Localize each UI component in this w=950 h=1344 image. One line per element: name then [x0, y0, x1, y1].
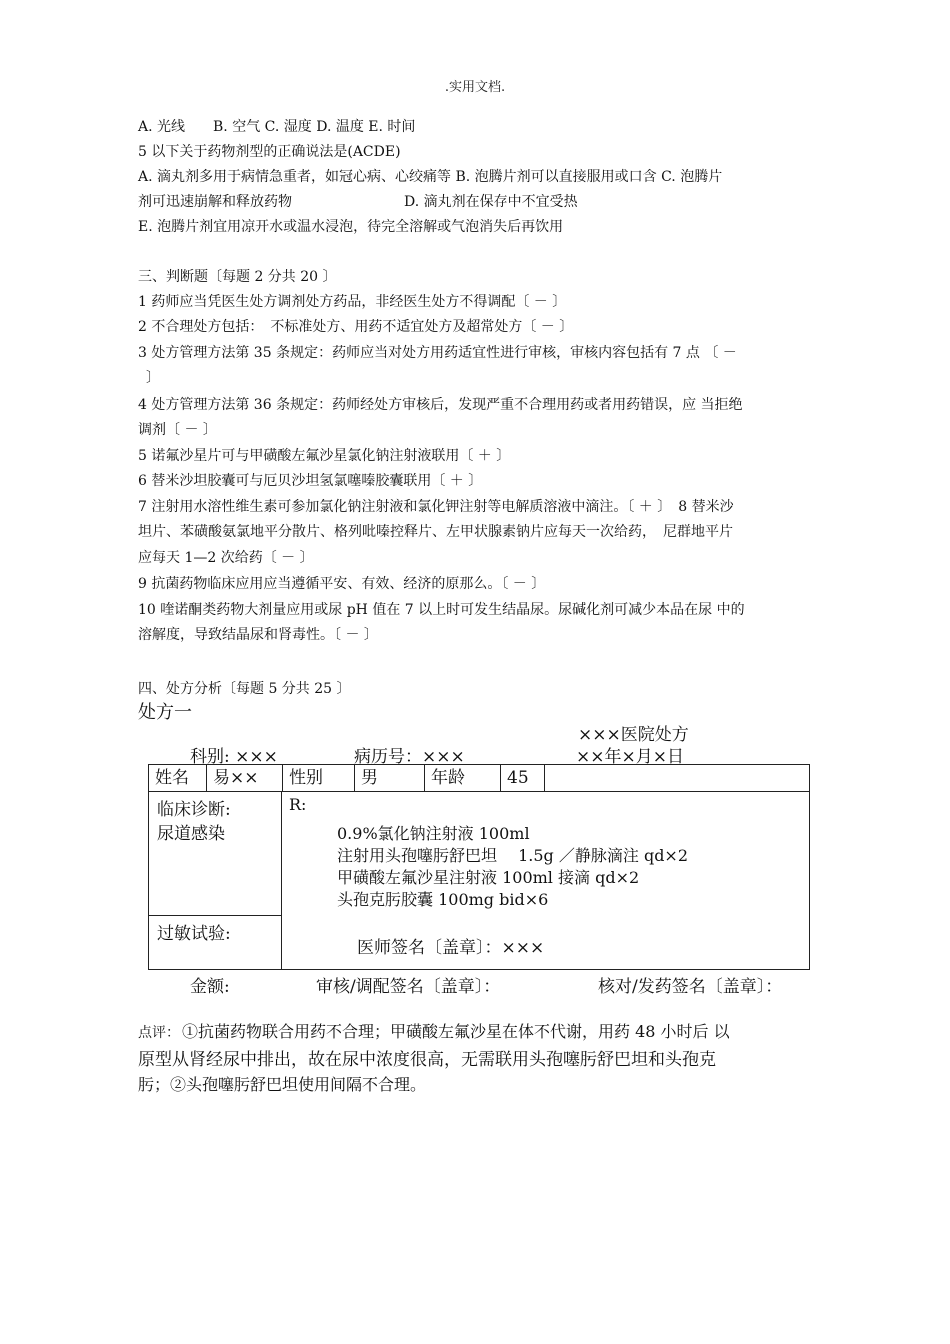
record-number: 病历号：××× [354, 747, 465, 767]
text-line: 3 处方管理方法第 35 条规定：药师应当对处方用药适宜性进行审核，审核内容包括有 7 点 〔 － [138, 345, 737, 361]
diagnosis-value: 尿道感染 [157, 824, 225, 844]
comment-line: ①抗菌药物联合用药不合理；甲磺酸左氟沙星在体不代谢，用药 48 小时后 以 [182, 1022, 730, 1041]
department: 科别: ××× [190, 747, 278, 767]
text-line: 〕 [146, 370, 160, 386]
drug-line: 甲磺酸左氟沙星注射液 100ml 接滴 qd×2 [337, 868, 640, 887]
text-line: 5 诺氟沙星片可与甲磺酸左氟沙星氯化钠注射液联用〔 ＋ 〕 [138, 448, 511, 464]
section-title: 四、处方分析〔每题 5 分共 25 〕 [138, 681, 351, 697]
text-line: 溶解度，导致结晶尿和肾毒性。〔 － 〕 [138, 627, 378, 643]
age-value: 45 [501, 765, 545, 791]
sex-label: 性别 [283, 765, 355, 791]
comment-line: 原型从肾经尿中排出，故在尿中浓度很高，无需联用头孢噻肟舒巴坦和头孢克 [138, 1050, 716, 1070]
text-line: 剂可迅速崩解和释放药物 D. 滴丸剂在保存中不宜受热 [138, 194, 578, 210]
text-line: 10 喹诺酮类药物大剂量应用或尿 pH 值在 7 以上时可发生结晶尿。尿碱化剂可减少本品在尿 中的 [138, 602, 745, 618]
sex-value: 男 [355, 765, 425, 791]
text-line: 1 药师应当凭医生处方调剂处方药品，非经医生处方不得调配〔 － 〕 [138, 294, 567, 310]
hospital-title: ×××医院处方 [578, 725, 689, 745]
prescription-date: ××年×月×日 [576, 747, 684, 767]
comment-prefix: 点评： [138, 1025, 180, 1041]
patient-info-row [149, 765, 809, 792]
age-label: 年龄 [425, 765, 501, 791]
text-line: A. 滴丸剂多用于病情急重者，如冠心病、心绞痛等 B. 泡腾片剂可以直接服用或口含 C. 泡腾片 [138, 169, 723, 185]
comment-line: 肟；②头孢噻肟舒巴坦使用间隔不合理。 [138, 1075, 427, 1094]
name-value: 易×× [207, 765, 283, 791]
text-line: 6 替米沙坦胶囊可与厄贝沙坦氢氯噻嗪胶囊联用〔 ＋ 〕 [138, 473, 483, 489]
drug-line: 0.9%氯化钠注射液 100ml [337, 824, 530, 843]
text-line: 调剂〔 － 〕 [138, 422, 217, 438]
text-line: 坦片、苯磺酸氨氯地平分散片、格列吡嗪控释片、左甲状腺素钠片应每天一次给药， 尼群地平片 [138, 524, 733, 540]
prescription-name: 处方一 [138, 702, 192, 723]
text-line: 9 抗菌药物临床应用应当遵循平安、有效、经济的原那么。〔 － 〕 [138, 576, 546, 592]
amount-label: 金额: [190, 977, 230, 997]
column-divider [281, 791, 282, 969]
text-line: 7 注射用水溶性维生素可参加氯化钠注射液和氯化钾注射等电解质溶液中滴注。〔 ＋ 〕 8 替米沙 [138, 499, 734, 515]
section-title: 三、判断题〔每题 2 分共 20 〕 [138, 269, 337, 285]
allergy-label: 过敏试验: [157, 924, 231, 944]
text-line: E. 泡腾片剂宜用凉开水或温水浸泡，待完全溶解或气泡消失后再饮用 [138, 219, 564, 235]
text-line: 2 不合理处方包括： 不标准处方、用药不适宜处方及超常处方〔 － 〕 [138, 319, 574, 335]
text-line: 5 以下关于药物剂型的正确说法是(ACDE) [138, 144, 401, 160]
text-line: 应每天 1—2 次给药〔 － 〕 [138, 550, 314, 566]
text-line: A. 光线 B. 空气 C. 湿度 D. 温度 E. 时间 [138, 119, 416, 135]
rx-mark: R: [289, 795, 307, 814]
text-line: 4 处方管理方法第 36 条规定：药师经处方审核后，发现严重不合理用药或者用药错误，应 当拒绝 [138, 397, 743, 413]
prescription-table [148, 764, 810, 970]
doctor-signature: 医师签名〔盖章〕：××× [357, 938, 545, 958]
drug-line: 头孢克肟胶囊 100mg bid×6 [337, 890, 549, 909]
review-signature: 审核/调配签名〔盖章〕： [316, 977, 501, 997]
drug-line: 注射用头孢噻肟舒巴坦 1.5g ／静脉滴注 qd×2 [337, 846, 689, 865]
name-label: 姓名 [149, 765, 207, 791]
row-divider [149, 915, 281, 916]
check-signature: 核对/发药签名〔盖章〕： [598, 977, 783, 997]
page-header: .实用文档. [444, 80, 506, 95]
diagnosis-label: 临床诊断: [157, 800, 231, 820]
